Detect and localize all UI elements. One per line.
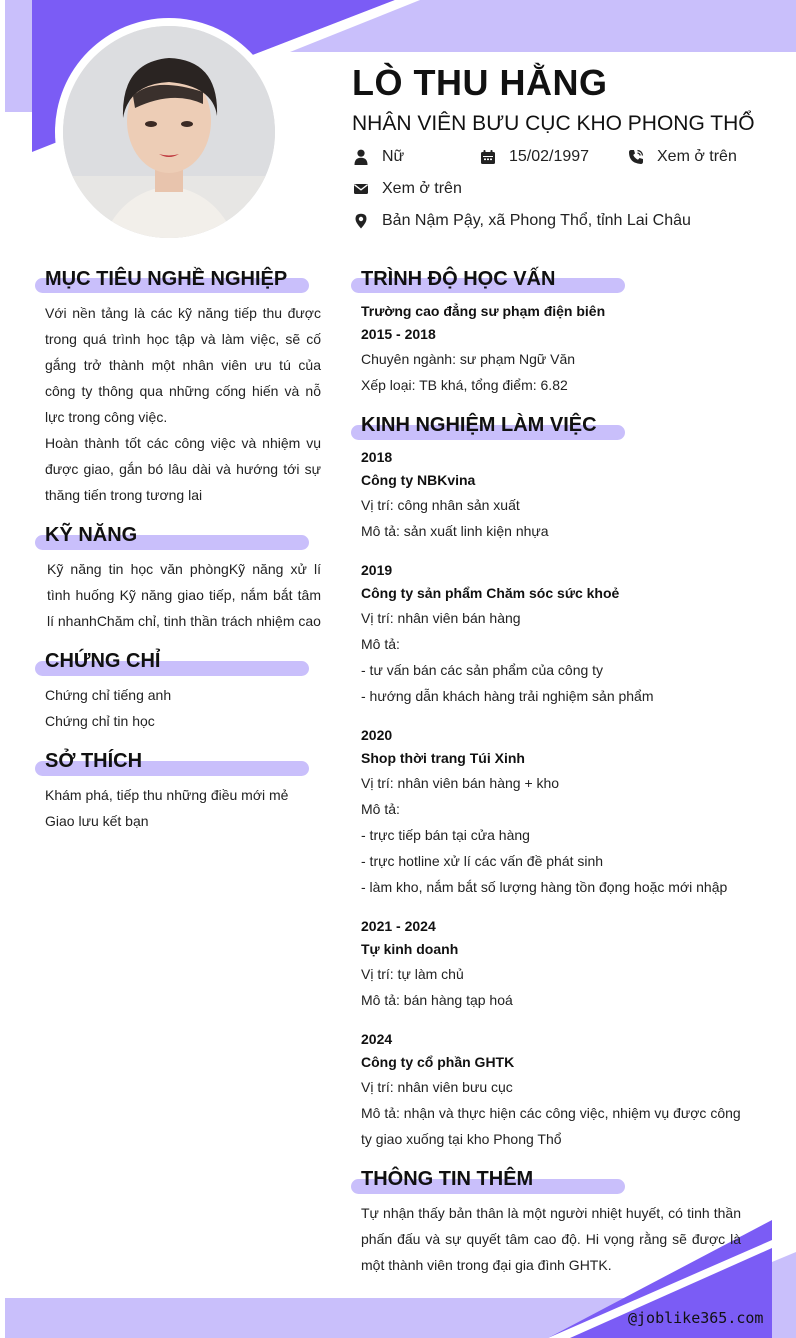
education-school: Trường cao đẳng sư phạm điện biên xyxy=(361,303,606,319)
job-line: - hướng dẫn khách hàng trải nghiệm sản phẩm xyxy=(361,688,654,704)
info-gender xyxy=(352,148,404,166)
envelope-icon xyxy=(352,180,370,198)
job-line: Vị trí: tự làm chủ xyxy=(361,966,464,982)
calendar-icon xyxy=(479,148,497,166)
education-years: 2015 - 2018 xyxy=(361,326,436,342)
info-email xyxy=(352,180,462,198)
job-company: Tự kinh doanh xyxy=(361,941,459,957)
education-grade: Xếp loại: TB khá, tổng điểm: 6.82 xyxy=(361,377,568,393)
job-line: - trực hotline xử lí các vấn đề phát sinh xyxy=(361,853,604,869)
experience-heading: KINH NGHIỆM LÀM VIỆC xyxy=(361,414,597,436)
job-line: Mô tả: bán hàng tạp hoá xyxy=(361,992,513,1008)
hobbies-heading: SỞ THÍCH xyxy=(45,750,143,772)
job-line: - trực tiếp bán tại cửa hàng xyxy=(361,827,530,843)
job-year: 2018 xyxy=(361,449,393,465)
additional-heading: THÔNG TIN THÊM xyxy=(361,1168,534,1190)
education-major: Chuyên ngành: sư phạm Ngữ Văn xyxy=(361,351,576,367)
info-birthday xyxy=(479,148,589,166)
job-line: - tư vấn bán các sản phẩm của công ty xyxy=(361,662,604,678)
birthday-value: 15/02/1997 xyxy=(509,148,590,165)
job-year: 2024 xyxy=(361,1031,393,1047)
job-year: 2021 - 2024 xyxy=(361,918,436,934)
job-line: Vị trí: nhân viên bán hàng xyxy=(361,610,521,626)
gender-value: Nữ xyxy=(382,148,405,165)
job-line: Vị trí: nhân viên bán hàng + kho xyxy=(361,775,560,791)
address-value: Bản Nậm Pậy, xã Phong Thổ, tỉnh Lai Châu xyxy=(382,212,691,229)
objective-heading: MỤC TIÊU NGHỀ NGHIỆP xyxy=(45,268,288,290)
info-address xyxy=(352,212,691,230)
job-year: 2019 xyxy=(361,562,393,578)
job-title: NHÂN VIÊN BƯU CỤC KHO PHONG THỔ xyxy=(352,112,755,135)
job-company: Công ty NBKvina xyxy=(361,472,476,488)
footer-watermark: @joblike365.com xyxy=(628,1309,764,1327)
certificate-item: Chứng chỉ tin học xyxy=(45,713,155,729)
additional-text: Tự nhận thấy bản thân là một người nhiệt huyết, có tinh thần phấn đấu và sự quyết tâm cao độ. Hi vọng rằng sẽ được là một thành viên trong đại gia đình GHTK. xyxy=(361,1205,741,1273)
avatar xyxy=(63,26,275,238)
skills-heading: KỸ NĂNG xyxy=(45,524,138,546)
map-pin-icon xyxy=(352,212,370,230)
user-icon xyxy=(352,148,370,166)
job-company: Shop thời trang Túi Xinh xyxy=(361,750,525,766)
objective-paragraph-2: Hoàn thành tốt các công việc và nhiệm vụ được giao, gắn bó lâu dài và hướng tới sự thăng tiến trong tương lai xyxy=(45,435,321,503)
phone-value: Xem ở trên xyxy=(657,148,737,165)
job-line: Mô tả: nhận và thực hiện các công việc, nhiệm vụ được công ty giao xuống tại kho Phong Thổ xyxy=(361,1105,741,1147)
page-left-margin xyxy=(0,0,5,1338)
job-line: Vị trí: nhân viên bưu cục xyxy=(361,1079,513,1095)
hobby-item: Khám phá, tiếp thu những điều mới mẻ xyxy=(45,787,289,803)
certificates-heading: CHỨNG CHỈ xyxy=(45,650,161,672)
education-heading: TRÌNH ĐỘ HỌC VẤN xyxy=(361,268,556,290)
job-line: - làm kho, nắm bắt số lượng hàng tồn đọng hoặc mới nhập xyxy=(361,879,728,895)
job-line: Vị trí: công nhân sản xuất xyxy=(361,497,520,513)
job-company: Công ty cổ phần GHTK xyxy=(361,1054,515,1070)
job-company: Công ty sản phẩm Chăm sóc sức khoẻ xyxy=(361,585,620,601)
job-line: Mô tả: xyxy=(361,636,400,652)
objective-paragraph-1: Với nền tảng là các kỹ năng tiếp thu được trong quá trình học tập và làm việc, sẽ cố gắng trở thành một nhân viên ưu tú của công ty thông qua những cống hiến và nỗ lực trong công việc. xyxy=(45,305,321,425)
certificate-item: Chứng chỉ tiếng anh xyxy=(45,687,172,703)
info-phone xyxy=(627,148,737,166)
job-line: Mô tả: xyxy=(361,801,400,817)
candidate-name: LÒ THU HẰNG xyxy=(352,62,608,103)
job-line: Mô tả: sản xuất linh kiện nhựa xyxy=(361,523,549,539)
hobby-item: Giao lưu kết bạn xyxy=(45,813,149,829)
phone-icon xyxy=(627,148,645,166)
email-value: Xem ở trên xyxy=(382,180,462,197)
job-year: 2020 xyxy=(361,727,393,743)
skills-text: Kỹ năng tin học văn phòngKỹ năng xử lí tình huống Kỹ năng giao tiếp, nắm bắt tâm lí nhanhChăm chỉ, tinh thần trách nhiệm cao xyxy=(47,561,321,629)
portrait-photo xyxy=(63,26,275,238)
